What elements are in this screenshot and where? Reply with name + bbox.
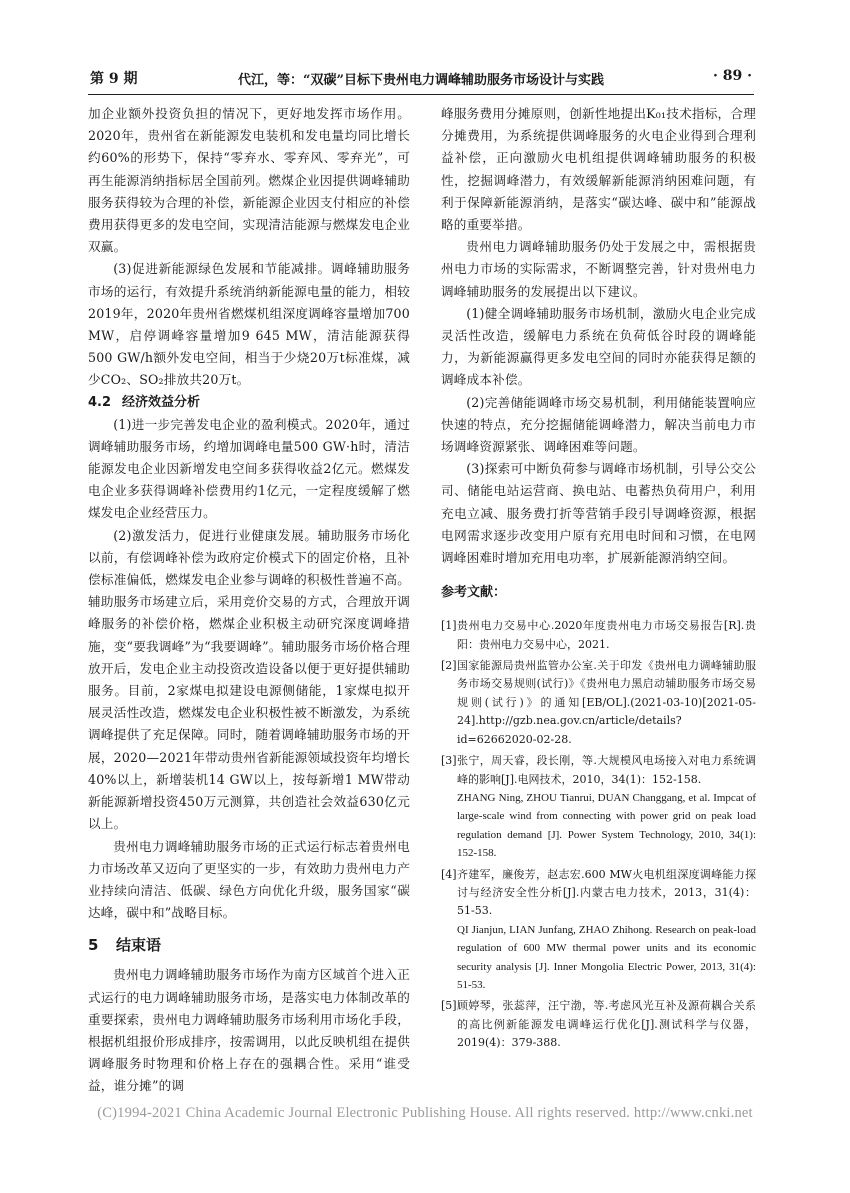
section-title: 结束语 (116, 936, 162, 955)
left-column (88, 103, 410, 1098)
reference-item (441, 657, 756, 749)
copyright-watermark: (C)1994-2021 China Academic Journal Electronic Publishing House. All rights reserved. http://www.cnki.net (97, 1105, 753, 1121)
paragraph: 贵州电力调峰辅助服务仍处于发展之中，需根据贵州电力市场的实际需求，不断调整完善，针对贵州电力调峰辅助服务的发展提出以下建议。 (441, 239, 756, 299)
reference-item (441, 866, 756, 995)
reference-number: [5] (441, 999, 457, 1013)
reference-text: 张宁，周天睿，段长刚，等.大规模风电场接入对电力系统调峰的影响[J].电网技术，2010，34(1)：152-158. (457, 754, 756, 786)
reference-text-english: QI Jianjun, LIAN Junfang, ZHAO Zhihong. Research on peak-load regulation of 600 MW thermal power units and its economic security analysis [J]. Inner Mongolia Electric Power, 2013, 31(4): 51-53. (457, 923, 756, 991)
paragraph: 加企业额外投资负担的情况下，更好地发挥市场作用。2020年，贵州省在新能源发电装机和发电量均同比增长约60%的形势下，保持“零弃水、零弃风、零弃光”，可再生能源消纳指标居全国前列。燃煤企业因提供调峰辅助服务获得较为合理的补偿，新能源企业因支付相应的补偿费用获得更多的发电空间，实现清洁能源与燃煤发电企业双赢。 (88, 106, 410, 255)
page-number: · 89 · (713, 68, 752, 84)
reference-number: [2] (441, 659, 457, 673)
paragraph: 贵州电力调峰辅助服务市场作为南方区域首个进入正式运行的电力调峰辅助服务市场，是落实电力体制改革的重要探索，贵州电力调峰辅助服务市场利用市场化手段，根据机组报价形成排序，按需调用，以此反映机组在提供调峰服务时物理和价格上存在的强耦合性。采用“谁受益，谁分摊”的调 (88, 967, 410, 1094)
paragraph: (2)完善储能调峰市场交易机制，利用储能装置响应快速的特点，充分挖掘储能调峰潜力，解决当前电力市场调峰资源紧张、调峰困难等问题。 (441, 394, 756, 455)
references-heading: 参考文献： (441, 585, 507, 601)
reference-list (441, 617, 756, 1052)
section-heading-5 (88, 932, 410, 958)
reference-text: 顾婷琴，张蕊萍，汪宁渤，等.考虑风光互补及源荷耦合关系的高比例新能源发电调峰运行优化[J].测试科学与仪器，2019(4)：379-388. (457, 999, 756, 1050)
reference-text: 齐建军，廉俊芳，赵志宏.600 MW火电机组深度调峰能力探讨与经济安全性分析[J].内蒙古电力技术，2013，31(4)：51-53. (457, 867, 756, 918)
reference-number: [3] (441, 754, 457, 768)
running-header (88, 64, 754, 95)
right-column (441, 103, 756, 1056)
paragraph: (3)探索可中断负荷参与调峰市场机制，引导公交公司、储能电站运营商、换电站、电蓄热负荷用户，利用充电立减、服务费打折等营销手段引导调峰资源，根据电网需求逐步改变用户原有充用电时间和习惯，在电网调峰困难时增加充用电功率，扩展新能源消纳空间。 (441, 461, 756, 566)
paragraph: (1)进一步完善发电企业的盈利模式。2020年，通过调峰辅助服务市场，约增加调峰电量500 GW·h时，清洁能源发电企业因新增发电空间多获得收益2亿元。燃煤发电企业多获得调峰补偿费用约1亿元，一定程度缓解了燃煤发电企业经营压力。 (88, 416, 410, 521)
reference-text-english: ZHANG Ning, ZHOU Tianrui, DUAN Changgang, et al. Impcat of large-scale wind from connecting with power grid on peak load regulation demand [J]. Power System Technology, 2010, 34(1): 152-158. (457, 791, 756, 860)
section-number: 5 (88, 936, 99, 955)
section-title: 经济效益分析 (122, 394, 201, 410)
paragraph: (3)促进新能源绿色发展和节能减排。调峰辅助服务市场的运行，有效提升系统消纳新能源电量的能力，相较2019年，2020年贵州省燃煤机组深度调峰容量增加700 MW，启停调峰容量增加9 645 MW，清洁能源获得500 GW/h额外发电空间，相当于少烧20万t标准煤，减少CO₂、SO₂排放共20万t。 (88, 261, 410, 388)
reference-item (441, 617, 756, 654)
running-title: 代江，等：“双碳”目标下贵州电力调峰辅助服务市场设计与实践 (238, 73, 604, 88)
reference-text: 贵州电力交易中心.2020年度贵州电力市场交易报告[R].贵阳：贵州电力交易中心，2021. (457, 619, 756, 651)
reference-item (441, 752, 756, 862)
section-heading-4-2 (88, 392, 410, 414)
section-number: 4.2 (88, 394, 112, 410)
paragraph: (2)激发活力，促进行业健康发展。辅助服务市场化以前，有偿调峰补偿为政府定价模式下的固定价格，且补偿标准偏低，燃煤发电企业参与调峰的积极性普遍不高。辅助服务市场建立后，采用竞价交易的方式，合理放开调峰服务的补偿价格，燃煤企业积极主动研究深度调峰措施，变“要我调峰”为“我要调峰”。辅助服务市场价格合理放开后，发电企业主动投资改造设备以便于更好提供辅助服务。目前，2家煤电拟建设电源侧储能，1家煤电拟开展灵活性改造，燃煤发电企业积极性被不断激发，为系统调峰提供了充足保障。同时，随着调峰辅助服务市场的开展，2020—2021年带动贵州省新能源领域投资年均增长40%以上，新增装机14 GW以上，按每新增1 MW带动新能源新增投资450万元测算，共创造社会效益630亿元以上。 (88, 527, 410, 832)
reference-number: [4] (441, 867, 457, 881)
reference-number: [1] (441, 619, 457, 633)
reference-text: 国家能源局贵州监管办公室.关于印发《贵州电力调峰辅助服务市场交易规则(试行)》《贵州电力黑启动辅助服务市场交易规则(试行)》的通知[EB/OL].(2021-03-10)[2021-05-24].http://gzb.nea.gov.cn/article/details? id=62662020-02-28. (457, 659, 756, 746)
reference-item (441, 997, 756, 1052)
paragraph: 贵州电力调峰辅助服务市场的正式运行标志着贵州电力市场改革又迈向了更坚实的一步，有效助力贵州电力产业持续向清洁、低碳、绿色方向优化升级，服务国家“碳达峰，碳中和”战略目标。 (88, 838, 410, 921)
issue-number: 第 9 期 (90, 71, 138, 87)
paragraph: 峰服务费用分摊原则，创新性地提出K₀₁技术指标，合理分摊费用，为系统提供调峰服务的火电企业得到合理利益补偿，正向激励火电机组提供调峰辅助服务的积极性，挖掘调峰潜力，有效缓解新能源消纳困难问题，有利于保障新能源消纳，是落实“碳达峰、碳中和”能源战略的重要举措。 (441, 106, 756, 233)
paragraph: (1)健全调峰辅助服务市场机制，激励火电企业完成灵活性改造，缓解电力系统在负荷低谷时段的调峰能力，为新能源赢得更多发电空间的同时亦能获得足额的调峰成本补偿。 (441, 305, 756, 388)
